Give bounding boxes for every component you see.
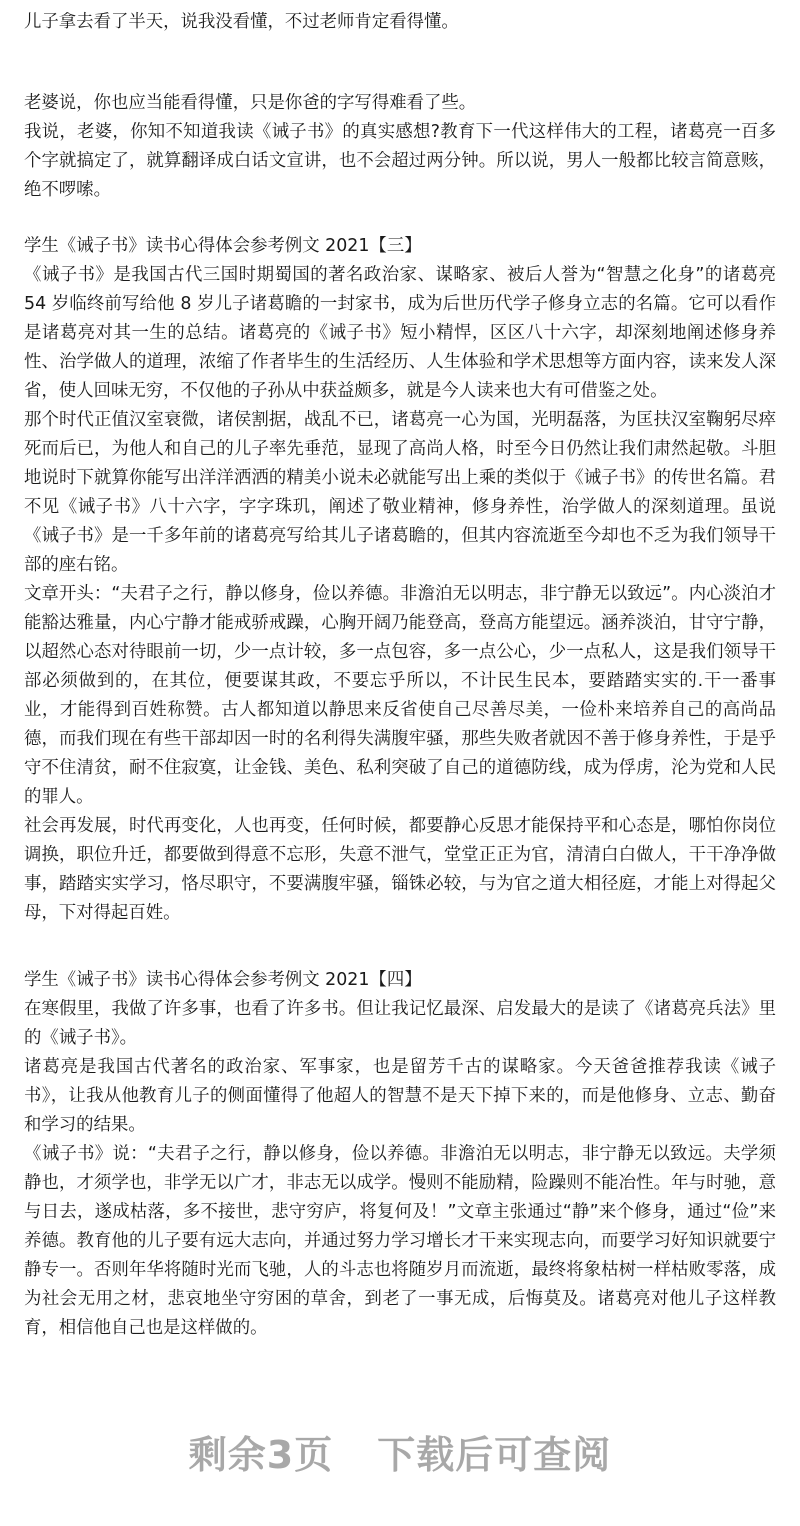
intro-block [24, 89, 776, 205]
paragraph: 文章开头：“夫君子之行，静以修身，俭以养德。非澹泊无以明志，非宁静无以致远”。内心淡泊才能豁达雅量，内心宁静才能戒骄戒躁，心胸开阔乃能登高，登高方能望远。涵养淡泊，甘守宁静，以超然心态对待眼前一切，少一点计较，多一点包容，多一点公心，少一点私人，这是我们领导干部必须做到的，在其位，便要谋其政，不要忘乎所以，不计民生民本，要踏踏实实的.干一番事业，才能得到百姓称赞。古人都知道以静思来反省使自己尽善尽美，一俭朴来培养自己的高尚品德，而我们现在有些干部却因一时的名利得失满腹牢骚，那些失败者就因不善于修身养性，于是乎守不住清贫，耐不住寂寞，让金钱、美色、私利突破了自己的道德防线，成为俘虏，沦为党和人民的罪人。 [24, 584, 776, 807]
paragraph: 儿子拿去看了半天，说我没看懂，不过老师肯定看得懂。 [24, 12, 459, 32]
paragraph: 那个时代正值汉室衰微，诸侯割据，战乱不已，诸葛亮一心为国，光明磊落，为匡扶汉室鞠躬尽瘁死而后已，为他人和自己的儿子率先垂范，显现了高尚人格，时至今日仍然让我们肃然起敬。斗胆地说时下就算你能写出洋洋洒洒的精美小说未必就能写出上乘的类似于《诫子书》的传世名篇。君不见《诫子书》八十六字，字字珠玑，阐述了敬业精神，修身养性，治学做人的深刻道理。虽说《诫子书》是一千多年前的诸葛亮写给其儿子诸葛瞻的，但其内容流逝至今却也不乏为我们领导干部的座右铭。 [24, 410, 776, 575]
section-4 [24, 966, 776, 1343]
intro-line [24, 8, 776, 37]
remaining-pages-label[interactable]: 剩余3页 [188, 1433, 334, 1477]
paragraph: 在寒假里，我做了许多事，也看了许多书。但让我记忆最深、启发最大的是读了《诸葛亮兵法》里的《诫子书》。 [24, 999, 776, 1048]
section-heading: 学生《诫子书》读书心得体会参考例文 2021【三】 [24, 236, 422, 256]
paragraph: 《诫子书》是我国古代三国时期蜀国的著名政治家、谋略家、被后人誉为“智慧之化身”的诸葛亮 54 岁临终前写给他 8 岁儿子诸葛瞻的一封家书，成为后世历代学子修身立志的名篇。它可以看作是诸葛亮对其一生的总结。诸葛亮的《诫子书》短小精悍，区区八十六字，却深刻地阐述修身养性、治学做人的道理，浓缩了作者毕生的生活经历、人生体验和学术思想等方面内容，读来发人深省，使人回味无穷，不仅他的子孙从中获益颇多，就是今人读来也大有可借鉴之处。 [24, 265, 776, 401]
paragraph: 老婆说，你也应当能看得懂，只是你爸的字写得难看了些。 [24, 93, 477, 113]
section-3 [24, 232, 776, 928]
download-to-view-label[interactable]: 下载后可查阅 [377, 1433, 612, 1477]
paragraph: 我说，老婆，你知不知道我读《诫子书》的真实感想?教育下一代这样伟大的工程，诸葛亮一百多个字就搞定了，就算翻译成白话文宣讲，也不会超过两分钟。所以说，男人一般都比较言简意赅，绝不啰嗦。 [24, 122, 776, 200]
section-heading: 学生《诫子书》读书心得体会参考例文 2021【四】 [24, 970, 422, 990]
paragraph: 诸葛亮是我国古代著名的政治家、军事家，也是留芳千古的谋略家。今天爸爸推荐我读《诫子书》，让我从他教育儿子的侧面懂得了他超人的智慧不是天下掉下来的，而是他修身、立志、勤奋和学习的结果。 [24, 1057, 776, 1135]
paragraph: 社会再发展，时代再变化，人也再变，任何时候，都要静心反思才能保持平和心态是，哪怕你岗位调换，职位升迁，都要做到得意不忘形，失意不泄气，堂堂正正为官，清清白白做人，干干净净做事，踏踏实实学习，恪尽职守，不要满腹牢骚，锱铢必较，与为官之道大相径庭，才能上对得起父母，下对得起百姓。 [24, 816, 776, 923]
download-prompt[interactable] [0, 1424, 800, 1479]
paragraph: 《诫子书》说：“夫君子之行，静以修身，俭以养德。非澹泊无以明志，非宁静无以致远。夫学须静也，才须学也，非学无以广才，非志无以成学。慢则不能励精，险躁则不能冶性。年与时驰，意与日去，遂成枯落，多不接世，悲守穷庐，将复何及！”文章主张通过“静”来个修身，通过“俭”来养德。教育他的儿子要有远大志向，并通过努力学习增长才干来实现志向，而要学习好知识就要宁静专一。否则年华将随时光而飞驰，人的斗志也将随岁月而流逝，最终将象枯树一样枯败零落，成为社会无用之材，悲哀地坐守穷困的草舍，到老了一事无成，后悔莫及。诸葛亮对他儿子这样教育，相信他自己也是这样做的。 [24, 1144, 776, 1338]
